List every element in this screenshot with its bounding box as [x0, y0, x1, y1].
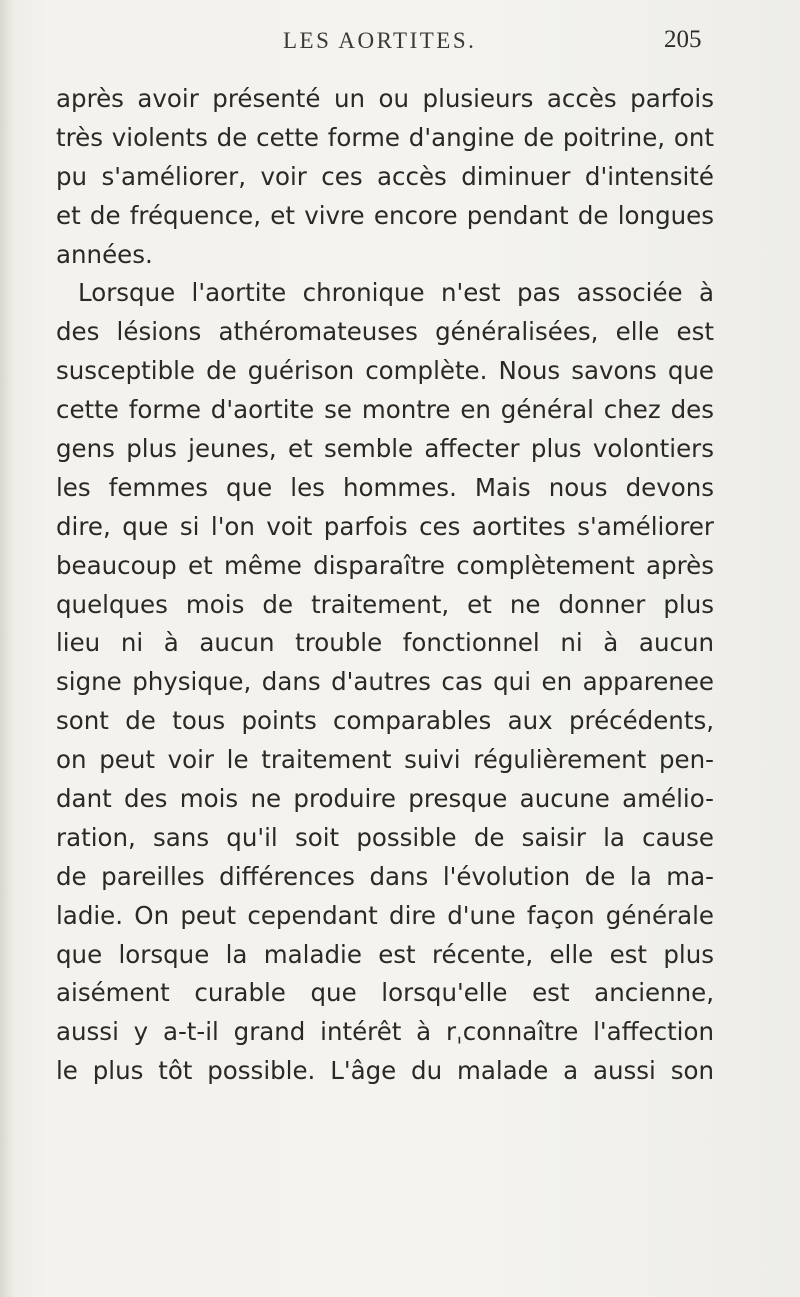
text-line: pu s'améliorer, voir ces accès diminuer d'intensité: [56, 161, 714, 191]
text-line: des lésions athéromateuses généralisées, elle est: [56, 317, 714, 347]
page-number: 205: [664, 26, 702, 53]
text-line: gens plus jeunes, et semble affecter plus volontiers: [56, 434, 714, 464]
text-line: susceptible de guérison complète. Nous savons que: [56, 356, 714, 386]
body-text: [56, 80, 714, 1091]
text-line: que lorsque la maladie est récente, elle est plus: [56, 939, 714, 969]
text-line: aisément curable que lorsqu'elle est ancienne,: [56, 978, 714, 1008]
text-line: de pareilles différences dans l'évolution de la ma-: [56, 861, 714, 891]
text-line: signe physique, dans d'autres cas qui en apparenee: [56, 667, 714, 697]
text-line: après avoir présenté un ou plusieurs accès parfois: [56, 84, 714, 113]
text-line: on peut voir le traitement suivi régulièrement pen-: [56, 745, 714, 775]
text-line: aussi y a-t-il grand intérêt à rˌconnaître l'affection: [56, 1017, 714, 1047]
text-line: le plus tôt possible. L'âge du malade a aussi son: [56, 1056, 714, 1086]
running-title: LES AORTITES.: [283, 28, 477, 53]
text-line: ration, sans qu'il soit possible de saisir la cause: [56, 822, 714, 852]
text-line: dant des mois ne produire presque aucune amélio-: [56, 784, 714, 814]
text-line: ladie. On peut cependant dire d'une façon générale: [56, 900, 714, 930]
paragraph-start-line: Lorsque l'aortite chronique n'est pas associée à: [78, 278, 714, 308]
text-line: et de fréquence, et vivre encore pendant de longues: [56, 200, 714, 230]
page-edge-shadow: [0, 0, 14, 1297]
text-line: quelques mois de traitement, et ne donner plus: [56, 589, 714, 619]
text-line: années.: [56, 239, 153, 269]
text-line: lieu ni à aucun trouble fonctionnel ni à aucun: [56, 628, 714, 658]
text-line: beaucoup et même disparaître complètement après: [56, 550, 714, 580]
text-line: les femmes que les hommes. Mais nous devons: [56, 472, 714, 502]
text-line: très violents de cette forme d'angine de poitrine, ont: [56, 122, 714, 152]
text-line: dire, que si l'on voit parfois ces aortites s'améliorer: [56, 511, 714, 541]
text-line: cette forme d'aortite se montre en général chez des: [56, 395, 714, 425]
text-line: sont de tous points comparables aux précédents,: [56, 706, 714, 736]
